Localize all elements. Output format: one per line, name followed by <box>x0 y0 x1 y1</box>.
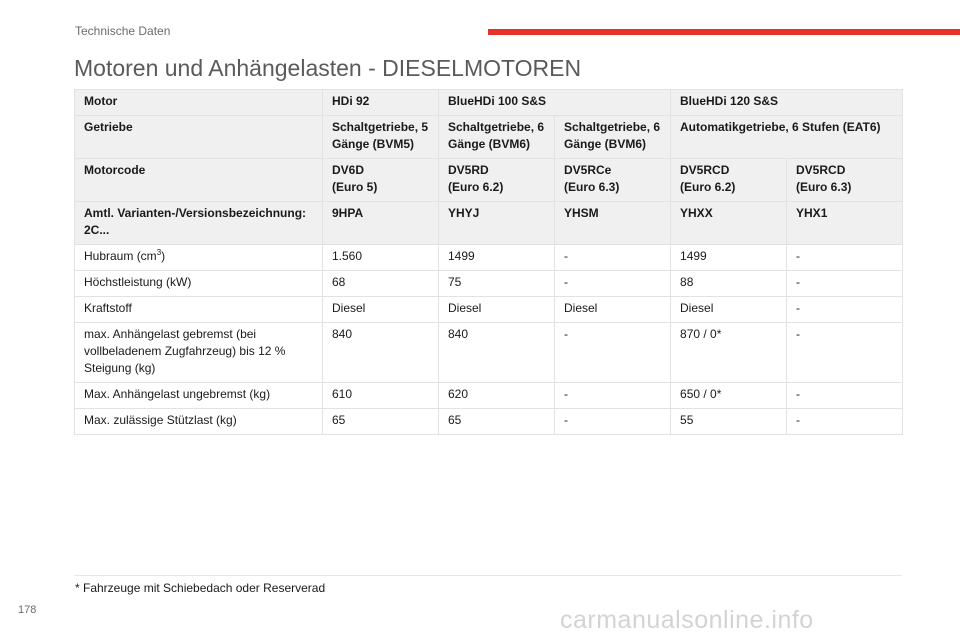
table-cell: YHX1 <box>787 202 903 245</box>
euro-norm: (Euro 6.3) <box>796 180 852 194</box>
table-row-variant <box>75 202 903 245</box>
table-cell: Diesel <box>671 297 787 323</box>
motorcode: DV5RCD <box>796 163 846 177</box>
row-header: Motor <box>75 90 323 116</box>
table-cell: 620 <box>439 383 555 409</box>
table-cell: 65 <box>439 409 555 435</box>
table-cell: - <box>787 245 903 271</box>
row-header: Kraftstoff <box>75 297 323 323</box>
table-cell <box>323 159 439 202</box>
table-row-hubraum <box>75 245 903 271</box>
table-cell: 870 / 0* <box>671 323 787 383</box>
table-row-motor <box>75 90 903 116</box>
table-cell: 88 <box>671 271 787 297</box>
table-row-leistung <box>75 271 903 297</box>
table-cell: - <box>555 323 671 383</box>
table-cell: 840 <box>323 323 439 383</box>
table-cell: Schaltgetriebe, 6 Gänge (BVM6) <box>439 116 555 159</box>
row-header: Max. zulässige Stützlast (kg) <box>75 409 323 435</box>
table-cell: - <box>555 383 671 409</box>
table-row-anhaengelast-gebremst <box>75 323 903 383</box>
table-cell: - <box>787 383 903 409</box>
table-row-kraftstoff <box>75 297 903 323</box>
motorcode: DV6D <box>332 163 365 177</box>
table-cell: 1.560 <box>323 245 439 271</box>
table-cell: YHXX <box>671 202 787 245</box>
table-cell <box>439 159 555 202</box>
table-cell <box>787 159 903 202</box>
row-header: Amtl. Varianten-/Versionsbezeichnung: 2C... <box>75 202 323 245</box>
table-cell: 55 <box>671 409 787 435</box>
table-cell: 610 <box>323 383 439 409</box>
superscript: 3 <box>156 248 162 257</box>
table-cell: - <box>787 323 903 383</box>
table-cell: - <box>555 409 671 435</box>
table-cell: - <box>787 297 903 323</box>
euro-norm: (Euro 6.2) <box>448 180 504 194</box>
watermark: carmanualsonline.info <box>560 606 814 634</box>
footnote-divider <box>74 575 902 576</box>
motor-bluehdi100: BlueHDi 100 S&S <box>439 90 671 116</box>
engine-spec-table <box>74 89 903 435</box>
row-header-text: Hubraum (cm <box>84 249 157 263</box>
table-cell <box>555 159 671 202</box>
row-header: Getriebe <box>75 116 323 159</box>
row-header: Motorcode <box>75 159 323 202</box>
table-row-getriebe <box>75 116 903 159</box>
row-header <box>75 245 323 271</box>
table-cell: 840 <box>439 323 555 383</box>
table-cell: - <box>555 271 671 297</box>
table-cell: 9HPA <box>323 202 439 245</box>
row-header: Höchstleistung (kW) <box>75 271 323 297</box>
table-row-anhaengelast-ungebremst <box>75 383 903 409</box>
table-cell: Schaltgetriebe, 6 Gänge (BVM6) <box>555 116 671 159</box>
table-cell: 65 <box>323 409 439 435</box>
table-cell: 1499 <box>671 245 787 271</box>
page-number: 178 <box>18 604 37 616</box>
table-cell: Diesel <box>555 297 671 323</box>
table-cell: - <box>787 271 903 297</box>
table-cell: YHYJ <box>439 202 555 245</box>
table-row-motorcode <box>75 159 903 202</box>
table-cell: Automatikgetriebe, 6 Stufen (EAT6) <box>671 116 903 159</box>
euro-norm: (Euro 5) <box>332 180 378 194</box>
table-cell: YHSM <box>555 202 671 245</box>
table-cell: 650 / 0* <box>671 383 787 409</box>
table-cell: - <box>555 245 671 271</box>
motorcode: DV5RCe <box>564 163 612 177</box>
motor-hdi92: HDi 92 <box>323 90 439 116</box>
page-title: Motoren und Anhängelasten - DIESELMOTOREN <box>74 55 582 81</box>
table-cell: 68 <box>323 271 439 297</box>
row-header-tail: ) <box>161 249 166 263</box>
table-row-stuetzlast <box>75 409 903 435</box>
table-cell: Schaltgetriebe, 5 Gänge (BVM5) <box>323 116 439 159</box>
motorcode: DV5RCD <box>680 163 730 177</box>
euro-norm: (Euro 6.3) <box>564 180 620 194</box>
table-cell: Diesel <box>323 297 439 323</box>
table-cell: 1499 <box>439 245 555 271</box>
header-accent-bar <box>488 29 960 35</box>
table-cell <box>671 159 787 202</box>
section-label: Technische Daten <box>75 24 171 38</box>
motorcode: DV5RD <box>448 163 489 177</box>
row-header: Max. Anhängelast ungebremst (kg) <box>75 383 323 409</box>
table-cell: - <box>787 409 903 435</box>
footnote: * Fahrzeuge mit Schiebedach oder Reserverad <box>75 581 326 595</box>
row-header: max. Anhängelast gebremst (bei vollbeladenem Zugfahrzeug) bis 12 % Steigung (kg) <box>75 323 323 383</box>
motor-bluehdi120: BlueHDi 120 S&S <box>671 90 903 116</box>
euro-norm: (Euro 6.2) <box>680 180 736 194</box>
table-cell: 75 <box>439 271 555 297</box>
table-cell: Diesel <box>439 297 555 323</box>
